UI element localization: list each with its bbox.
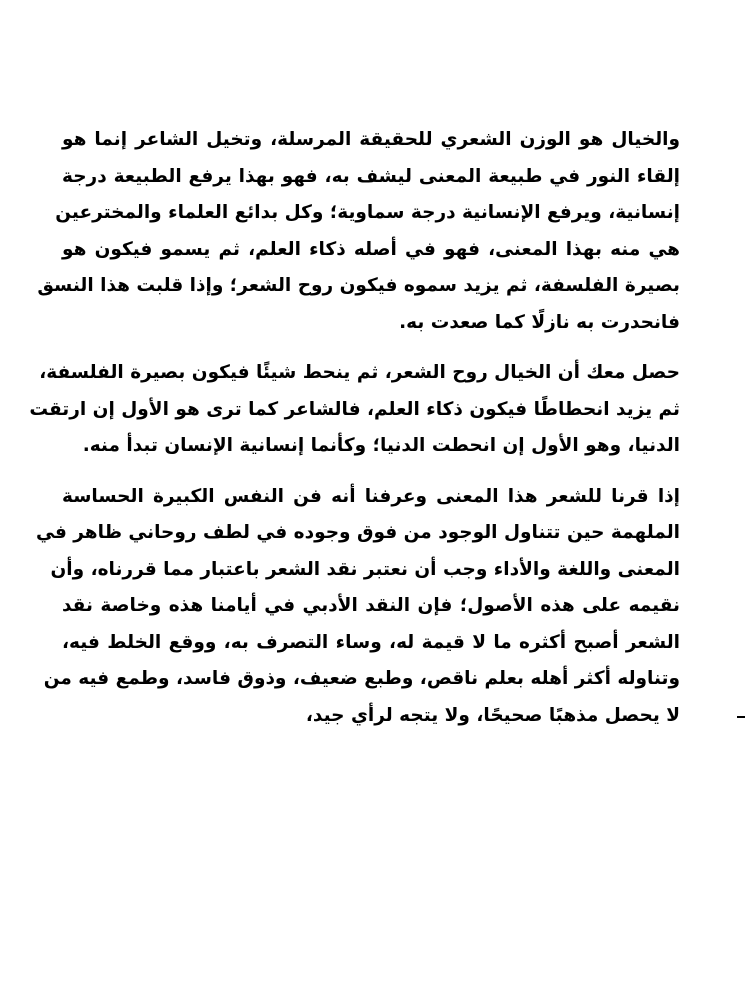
text-line: الشعر أصبح أكثره ما لا قيمة له، وساء التصرف به، ووقع الخلط فيه،	[62, 631, 680, 653]
text-line: الدنيا، وهو الأول إن انحطت الدنيا؛ وكأنما إنسانية الإنسان تبدأ منه.	[82, 435, 680, 456]
paragraph-2	[29, 355, 680, 465]
text-line: إنسانية، ويرفع الإنسانية درجة سماوية؛ وكل بدائع العلماء والمخترعين	[55, 202, 680, 223]
text-line: المعنى واللغة والأداء وجب أن نعتبر نقد الشعر باعتبار مما قررناه، وأن	[50, 558, 680, 580]
paragraph-1	[37, 122, 680, 341]
text-line: حصل معك أن الخيال روح الشعر، ثم ينحط شيئًا فيكون بصيرة الفلسفة،	[39, 362, 680, 383]
text-line: الملهمة حين تتناول الوجود من فوق وجوده في لطف روحاني ظاهر في	[36, 522, 680, 543]
paragraph-3	[36, 479, 680, 735]
text-line: فانحدرت به نازلًا كما صعدت به.	[399, 311, 680, 333]
text-line: إلقاء النور في طبيعة المعنى ليشف به، فهو بهذا يرفع الطبيعة درجة	[62, 165, 680, 187]
document-body	[29, 122, 680, 734]
text-line: نقيمه على هذه الأصول؛ فإن النقد الأدبي في أيامنا هذه وخاصة نقد	[62, 595, 680, 616]
text-line: ثم يزيد انحطاطًا فيكون ذكاء العلم، فالشاعر كما ترى هو الأول إن ارتقت	[29, 398, 680, 420]
text-line: والخيال هو الوزن الشعري للحقيقة المرسلة، وتخيل الشاعر إنما هو	[62, 129, 680, 150]
text-line: وتناوله أكثر أهله بعلم ناقص، وطبع ضعيف، وذوق فاسد، وطمع فيه من	[43, 668, 680, 689]
text-line: لا يحصل مذهبًا صحيحًا، ولا يتجه لرأي جيد،	[305, 704, 680, 726]
margin-dash-mark	[737, 716, 745, 718]
text-line: بصيرة الفلسفة، ثم يزيد سموه فيكون روح الشعر؛ وإذا قلبت هذا النسق	[37, 275, 680, 296]
text-line: هي منه بهذا المعنى، فهو في أصله ذكاء العلم، ثم يسمو فيكون هو	[62, 238, 680, 260]
text-line: إذا قرنا للشعر هذا المعنى وعرفنا أنه فن النفس الكبيرة الحساسة	[62, 485, 680, 507]
